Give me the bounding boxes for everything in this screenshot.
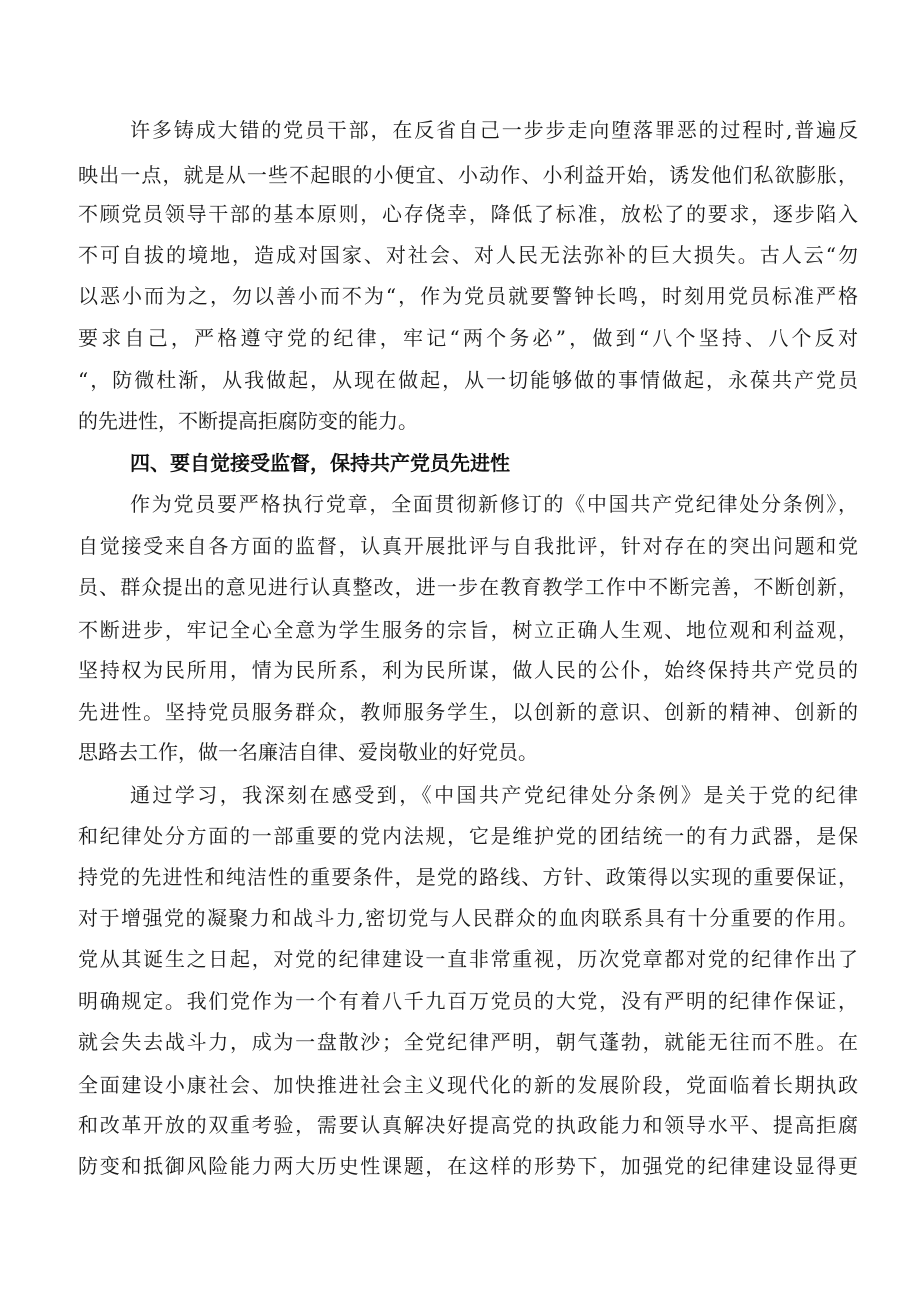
paragraph-3-line: 全面建设小康社会、加快推进社会主义现代化的新的发展阶段，党面临着长期执政 — [78, 1073, 858, 1097]
paragraph-1-line: 以恶小而为之，勿以善小而不为“，作为党员就要警钟长鸣，时刻用党员标准严格 — [78, 284, 858, 308]
paragraph-2-line: 思路去工作，做一名廉洁自律、爱岗敬业的好党员。 — [78, 740, 538, 764]
paragraph-1-line: 不顾党员领导干部的基本原则，心存侥幸，降低了标准，放松了的要求，逐步陷入 — [78, 202, 858, 226]
section-heading: 四、要自觉接受监督，保持共产党员先进性 — [130, 451, 510, 475]
paragraph-3-line: 明确规定。我们党作为一个有着八千九百万党员的大党，没有严明的纪律作保证， — [78, 989, 858, 1013]
paragraph-3-line: 就会失去战斗力，成为一盘散沙；全党纪律严明，朝气蓬勃，就能无往而不胜。在 — [78, 1030, 858, 1054]
paragraph-3-line: 对于增强党的凝聚力和战斗力,密切党与人民群众的血肉联系具有十分重要的作用。 — [78, 906, 858, 930]
paragraph-2-line: 作为党员要严格执行党章，全面贯彻新修订的《中国共产党纪律处分条例》， — [130, 492, 858, 516]
paragraph-3-line: 和纪律处分方面的一部重要的党内法规，它是维护党的团结统一的有力武器，是保 — [78, 824, 858, 848]
paragraph-1-line: 许多铸成大错的党员干部，在反省自己一步步走向堕落罪恶的过程时,普遍反 — [130, 118, 858, 142]
paragraph-2-line: 不断进步，牢记全心全意为学生服务的宗旨，树立正确人生观、地位观和利益观， — [78, 618, 858, 642]
paragraph-3-line: 党从其诞生之日起，对党的纪律建设一直非常重视，历次党章都对党的纪律作出了 — [78, 947, 858, 971]
paragraph-3-line: 通过学习，我深刻在感受到，《中国共产党纪律处分条例》是关于党的纪律 — [130, 783, 858, 807]
paragraph-2-line: 先进性。坚持党员服务群众，教师服务学生，以创新的意识、创新的精神、创新的 — [78, 700, 858, 724]
paragraph-1-line: “，防微杜渐，从我做起，从现在做起，从一切能够做的事情做起，永葆共产党员 — [78, 368, 858, 392]
paragraph-2-line: 员、群众提出的意见进行认真整改，进一步在教育教学工作中不断完善，不断创新， — [78, 575, 858, 599]
paragraph-3-line: 防变和抵御风险能力两大历史性课题，在这样的形势下，加强党的纪律建设显得更 — [78, 1154, 858, 1178]
paragraph-1-line: 映出一点，就是从一些不起眼的小便宜、小动作、小利益开始，诱发他们私欲膨胀， — [78, 163, 858, 187]
paragraph-1-line: 的先进性，不断提高拒腐防变的能力。 — [78, 409, 418, 433]
paragraph-3-line: 和改革开放的双重考验，需要认真解决好提高党的执政能力和领导水平、提高拒腐 — [78, 1113, 858, 1137]
paragraph-2-line: 自觉接受来自各方面的监督，认真开展批评与自我批评，针对存在的突出问题和党 — [78, 534, 858, 558]
paragraph-3-line: 持党的先进性和纯洁性的重要条件，是党的路线、方针、政策得以实现的重要保证， — [78, 865, 858, 889]
paragraph-1-line: 要求自己，严格遵守党的纪律，牢记“两个务必”，做到“八个坚持、八个反对 — [78, 326, 858, 350]
paragraph-1-line: 不可自拔的境地，造成对国家、对社会、对人民无法弥补的巨大损失。古人云“勿 — [78, 243, 858, 267]
paragraph-2-line: 坚持权为民所用，情为民所系，利为民所谋，做人民的公仆，始终保持共产党员的 — [78, 658, 858, 682]
